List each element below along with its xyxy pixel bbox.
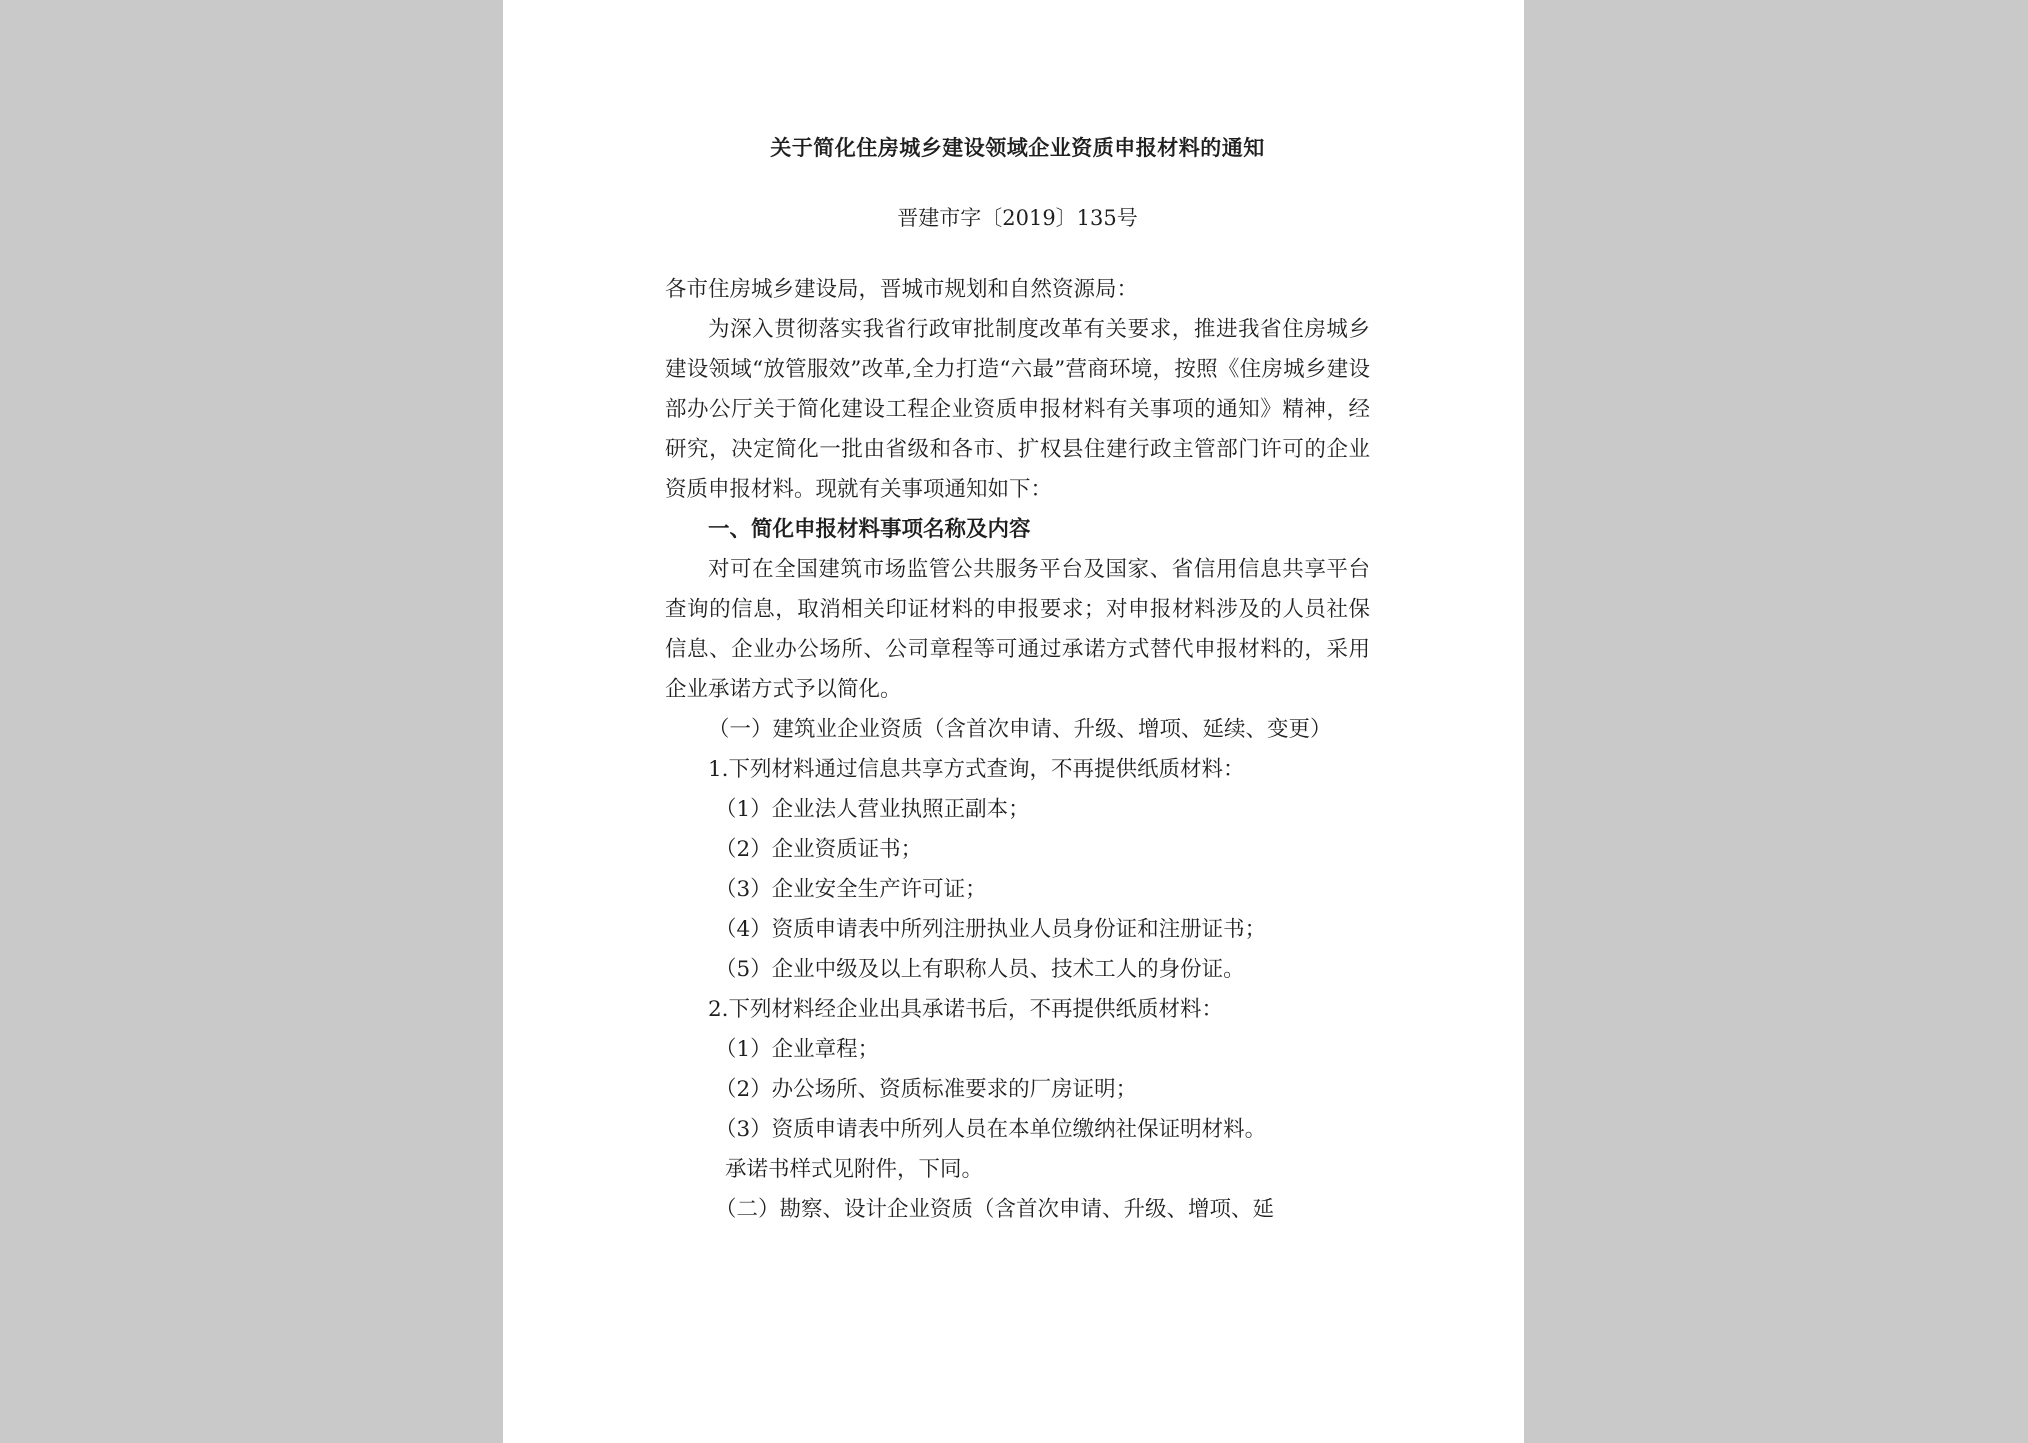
list-item: （3）资质申请表中所列人员在本单位缴纳社保证明材料。 bbox=[715, 1117, 1267, 1142]
list-item: （5）企业中级及以上有职称人员、技术工人的身份证。 bbox=[715, 957, 1245, 982]
document-page bbox=[503, 0, 1524, 1443]
list-item: （4）资质申请表中所列注册执业人员身份证和注册证书； bbox=[715, 917, 1267, 942]
subsection-2-heading: （二）勘察、设计企业资质（含首次申请、升级、增项、延 bbox=[715, 1197, 1275, 1222]
list-item: （3）企业安全生产许可证； bbox=[715, 877, 987, 902]
list-item: （2）办公场所、资质标准要求的厂房证明； bbox=[715, 1077, 1138, 1102]
note-line: 承诺书样式见附件，下同。 bbox=[725, 1157, 984, 1182]
document-body bbox=[665, 128, 1370, 1230]
list-1-heading: 1.下列材料通过信息共享方式查询，不再提供纸质材料： bbox=[708, 757, 1245, 782]
intro-paragraph: 为深入贯彻落实我省行政审批制度改革有关要求，推进我省住房城乡建设领域“放管服效”改革,全力打造“六最”营商环境，按照《住房城乡建设部办公厅关于简化建设工程企业资质申报材料有关事项的通知》精神，经研究，决定简化一批由省级和各市、扩权县住建行政主管部门许可的企业资质申报材料。现就有关事项通知如下： bbox=[665, 317, 1370, 502]
list-item: （2）企业资质证书； bbox=[715, 837, 923, 862]
document-title: 关于简化住房城乡建设领域企业资质申报材料的通知 bbox=[770, 135, 1265, 160]
document-number: 晋建市字〔2019〕135号 bbox=[897, 206, 1138, 230]
section-1-paragraph: 对可在全国建筑市场监管公共服务平台及国家、省信用信息共享平台查询的信息，取消相关印证材料的申报要求；对申报材料涉及的人员社保信息、企业办公场所、公司章程等可通过承诺方式替代申报材料的，采用企业承诺方式予以简化。 bbox=[665, 557, 1370, 702]
subsection-1-heading: （一）建筑业企业资质（含首次申请、升级、增项、延续、变更） bbox=[708, 717, 1332, 742]
list-2-heading: 2.下列材料经企业出具承诺书后，不再提供纸质材料： bbox=[708, 997, 1224, 1022]
section-1-heading: 一、简化申报材料事项名称及内容 bbox=[708, 517, 1031, 542]
list-item: （1）企业章程； bbox=[715, 1037, 880, 1062]
addressee-line: 各市住房城乡建设局，晋城市规划和自然资源局： bbox=[665, 277, 1139, 302]
list-item: （1）企业法人营业执照正副本； bbox=[715, 797, 1030, 822]
